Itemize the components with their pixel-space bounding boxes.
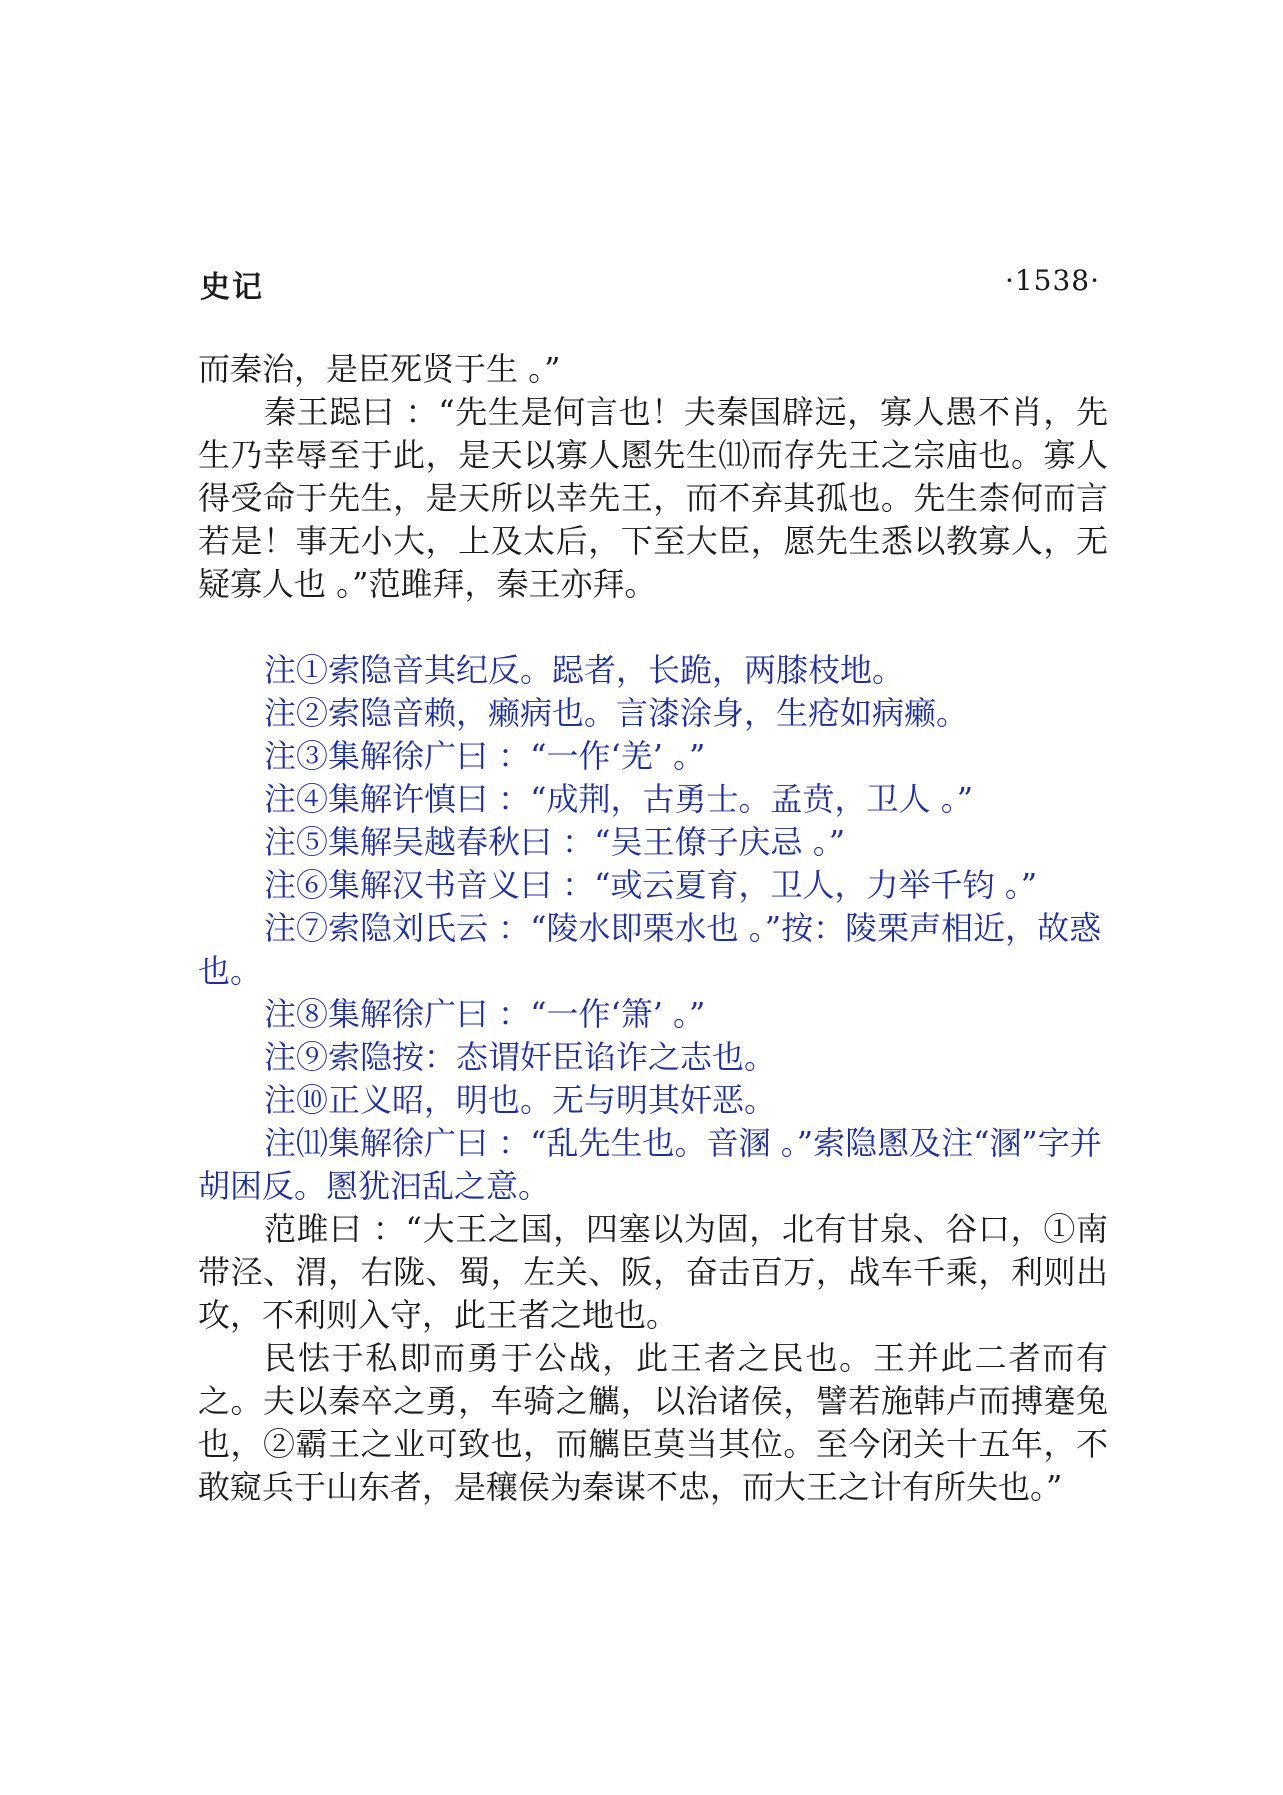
page-number: ·1538· — [1004, 264, 1100, 297]
annotation-note: 注⑧集解徐广曰 ：“一作‘箫’ 。” — [264, 995, 706, 1033]
annotation-note: 注⑾集解徐广曰 ：“乱先生也。音溷 。”索隐慁及注“溷”字并胡困反。慁犹汩乱之意。 — [198, 1124, 1102, 1205]
book-title: 史记 — [200, 270, 264, 305]
body-paragraph: 秦王跽曰 ：“先生是何言也！夫秦国辟远，寡人愚不肖，先生乃幸辱至于此，是天以寡人慁先生⑾而存先王之宗庙也。寡人得受命于先生，是天所以幸先王，而不弃其孤也。先生柰何而言若是！事无小大，上及太后，下至大臣，愿先生悉以教寡人，无疑寡人也 。”范雎拜，秦王亦拜。 — [198, 393, 1108, 603]
annotation-note: 注④集解许慎曰 ：“成荆，古勇士。孟贲，卫人 。” — [264, 780, 974, 818]
annotation-note: 注①索隐音其纪反。跽者，长跪，两膝枝地。 — [264, 651, 905, 689]
body-paragraph: 范雎曰 ：“大王之国，四塞以为固，北有甘泉、谷口，①南带泾、渭，右陇、蜀，左关、阪，奋击百万，战车千乘，利则出攻，不利则入守，此王者之地也。 — [198, 1210, 1108, 1334]
page-header — [200, 262, 1100, 310]
annotation-note: 注⑨索隐按：态谓奸臣谄诈之志也。 — [264, 1038, 777, 1076]
page-body — [198, 348, 1108, 1509]
body-paragraph: 民怯于私即而勇于公战，此王者之民也。王并此二者而有之。夫以秦卒之勇，车骑之觽，以治诸侯，譬若施韩卢而搏蹇兔也，②霸王之业可致也，而觽臣莫当其位。至今闭关十五年，不敢窥兵于山东者，是穰侯为秦谋不忠，而大王之计有所失也。” — [198, 1339, 1108, 1506]
annotation-note: 注⑦索隐刘氏云 ：“陵水即栗水也 。”按：陵栗声相近，故惑也。 — [198, 909, 1102, 990]
annotation-note: 注②索隐音赖，癞病也。言漆涂身，生疮如病癞。 — [264, 694, 969, 732]
section-gap — [198, 606, 1108, 649]
notes-section — [198, 649, 1108, 1208]
annotation-note: 注⑥集解汉书音义曰 ：“或云夏育，卫人，力举千钧 。” — [264, 866, 1038, 904]
annotation-note: 注③集解徐广曰 ：“一作‘羌’ 。” — [264, 737, 706, 775]
body-paragraph: 而秦治，是臣死贤于生 。” — [198, 350, 561, 388]
annotation-note: 注⑩正义昭，明也。无与明其奸恶。 — [264, 1081, 777, 1119]
annotation-note: 注⑤集解吴越春秋曰 ：“吴王僚子庆忌 。” — [264, 823, 846, 861]
